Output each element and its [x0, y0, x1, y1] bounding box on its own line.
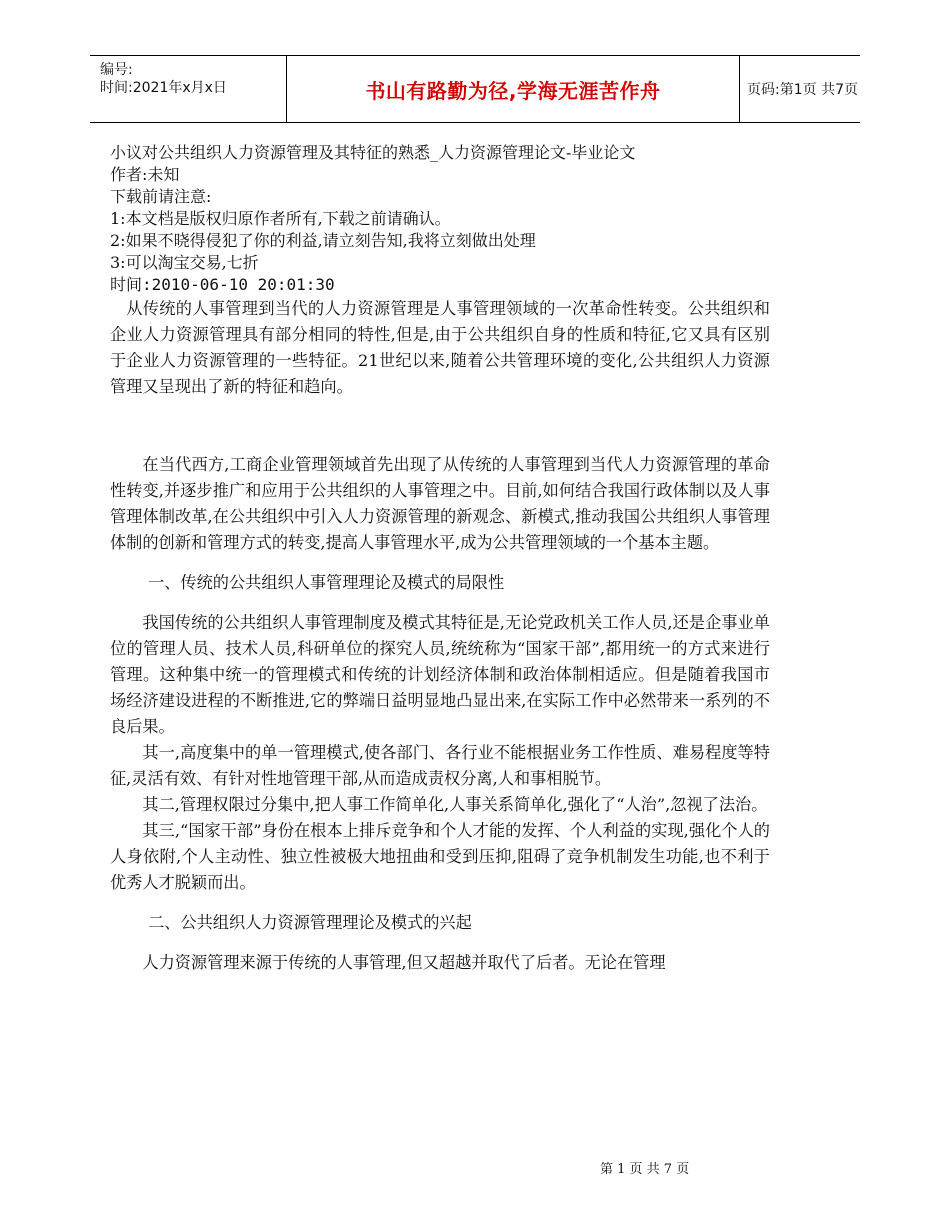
- header-page-cell: [739, 56, 860, 122]
- header-motto-cell: [286, 56, 740, 122]
- notice-item-1: 1:本文档是版权归原作者所有,下载之前请确认。: [110, 209, 451, 228]
- notice-heading: 下载前请注意:: [110, 187, 212, 206]
- author-line: 作者:未知: [110, 165, 180, 184]
- notice-item-2: 2:如果不晓得侵犯了你的利益,请立刻告知,我将立刻做出处理: [110, 231, 536, 250]
- document-title: 小议对公共组织人力资源管理及其特征的熟悉_人力资源管理论文-毕业论文: [110, 143, 636, 162]
- document-body: [110, 142, 770, 976]
- document-number-label: 编号:: [100, 62, 133, 78]
- notice-item-3: 3:可以淘宝交易,七折: [110, 253, 259, 272]
- section-heading-1: 一、传统的公共组织人事管理理论及模式的局限性: [148, 573, 505, 592]
- paragraph-traditional-model: 我国传统的公共组织人事管理制度及模式其特征是,无论党政机关工作人员,还是企事业单位的管理人员、技术人员,科研单位的探究人员,统统称为“国家干部”,都用统一的方式来进行管理。这种集中统一的管理模式和传统的计划经济体制和政治体制相适应。但是随着我国市场经济建设进程的不断推进,它的弊端日益明显地凸显出来,在实际工作中必然带来一系列的不良后果。: [110, 613, 770, 736]
- paragraph-background: 在当代西方,工商企业管理领域首先出现了从传统的人事管理到当代人力资源管理的革命性转变,并逐步推广和应用于公共组织的人事管理之中。目前,如何结合我国行政体制以及人事管理体制改革,在公共组织中引入人力资源管理的新观念、新模式,推动我国公共组织人事管理体制的创新和管理方式的转变,提高人事管理水平,成为公共管理领域的一个基本主题。: [110, 455, 770, 552]
- paragraph-point-2: 其二,管理权限过分集中,把人事工作简单化,人事关系简单化,强化了“人治”,忽视了法治。: [142, 795, 768, 814]
- paragraph-point-3: 其三,“国家干部”身份在根本上排斥竞争和个人才能的发挥、个人利益的实现,强化个人的人身依附,个人主动性、独立性被极大地扭曲和受到压抑,阻碍了竞争机制发生功能,也不利于优秀人才脱颖而出。: [110, 821, 770, 892]
- header-date-label: 时间:2021年x月x日: [100, 80, 227, 96]
- paragraph-intro: 从传统的人事管理到当代的人力资源管理是人事管理领域的一次革命性转变。公共组织和企业人力资源管理具有部分相同的特性,但是,由于公共组织自身的性质和特征,它又具有区别于企业人力资源管理的一些特征。21世纪以来,随着公共管理环境的变化,公共组织人力资源管理又呈现出了新的特征和趋向。: [110, 299, 770, 396]
- paragraph-hrm-origin: 人力资源管理来源于传统的人事管理,但又超越并取代了后者。无论在管理: [142, 953, 666, 972]
- page-footer: 第 1 页 共 7 页: [600, 1162, 690, 1177]
- header-page-label: 页码:第1页 共7页: [747, 82, 858, 98]
- section-heading-2: 二、公共组织人力资源管理理论及模式的兴起: [148, 913, 472, 932]
- motto-text: 书山有路勤为径,学海无涯苦作舟: [365, 78, 661, 103]
- timestamp-line: 时间:2010-06-10 20:01:30: [110, 275, 335, 294]
- header-left-cell: [90, 56, 286, 122]
- header-table: [90, 55, 860, 123]
- paragraph-point-1: 其一,高度集中的单一管理模式,使各部门、各行业不能根据业务工作性质、难易程度等特征,灵活有效、有针对性地管理干部,从而造成责权分离,人和事相脱节。: [110, 743, 770, 788]
